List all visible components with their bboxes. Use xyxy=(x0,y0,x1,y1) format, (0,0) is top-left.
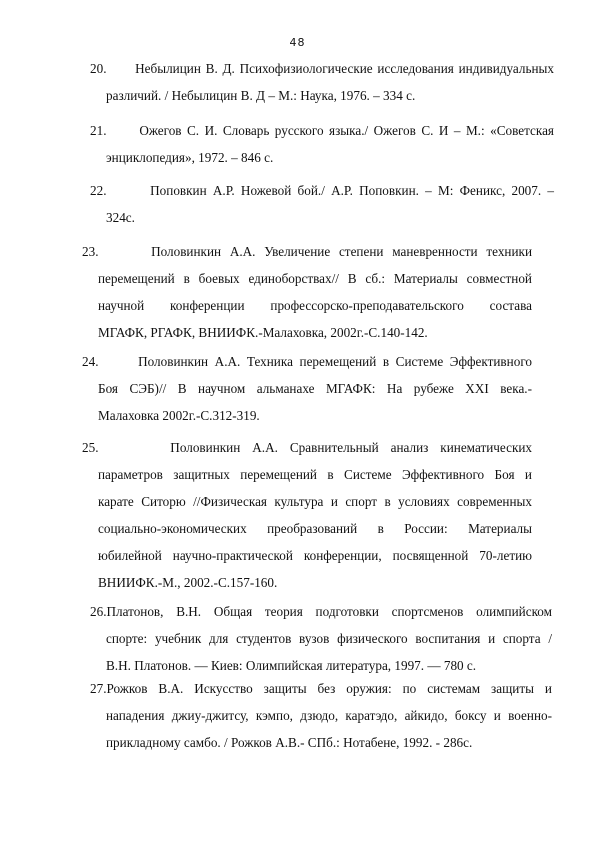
reference-line: ВНИИФК.-М., 2002.-С.157-160. xyxy=(98,575,278,590)
reference-line: 324с. xyxy=(106,210,135,225)
reference-line: МГАФК, РГАФК, ВНИИФК.-Малаховка, 2002г.-С.140-142. xyxy=(98,325,428,340)
reference-line: В.Н. Платонов. — Киев: Олимпийская литература, 1997. — 780 с. xyxy=(106,658,477,673)
reference-22 xyxy=(90,184,554,230)
reference-line: спорте: учебник для студентов вузов физического воспитания и спорта / xyxy=(106,631,552,646)
reference-27 xyxy=(90,682,552,756)
reference-line: 20. Небылицин В. Д. Психофизиологические исследования индивидуальных xyxy=(90,61,554,76)
reference-line: 21. Ожегов С. И. Словарь русского языка./ Ожегов С. И – М.: «Советская xyxy=(90,123,554,138)
reference-line: различий. / Небылицин В. Д – М.: Наука, 1976. – 334 с. xyxy=(106,88,416,103)
reference-line: 24. Половинкин А.А. Техника перемещений в Системе Эффективного xyxy=(82,354,532,369)
reference-25 xyxy=(82,441,532,595)
page-number: 48 xyxy=(289,36,306,49)
reference-line: 22. Поповкин А.Р. Ножевой бой./ А.Р. Поповкин. – М: Феникс, 2007. – xyxy=(90,183,554,198)
reference-line: нападения джиу-джитсу, кэмпо, дзюдо, каратэдо, айкидо, боксу и военно- xyxy=(106,708,552,723)
reference-line: параметров защитных перемещений в Системе Эффективного Боя и xyxy=(98,467,532,482)
reference-line: карате Ситорю //Физическая культура и спорт в условиях современных xyxy=(98,494,532,509)
reference-line: юбилейной научно-практической конференции, посвященной 70-летию xyxy=(98,548,532,563)
reference-line: прикладному самбо. / Рожков А.В.- СПб.: Нотабене, 1992. - 286с. xyxy=(106,735,473,750)
reference-23 xyxy=(82,245,532,345)
reference-24 xyxy=(82,355,532,429)
reference-line: энциклопедия», 1972. – 846 с. xyxy=(106,150,274,165)
reference-line: социально-экономических преобразований в России: Материалы xyxy=(98,521,532,536)
reference-line: 23. Половинкин А.А. Увеличение степени маневренности техники xyxy=(82,244,532,259)
reference-line: Малаховка 2002г.-С.312-319. xyxy=(98,408,260,423)
reference-line: 25. Половинкин А.А. Сравнительный анализ кинематических xyxy=(82,440,532,455)
reference-26 xyxy=(90,605,552,679)
reference-line: научной конференции профессорско-преподавательского состава xyxy=(98,298,532,313)
reference-21 xyxy=(90,124,554,170)
reference-line: 27.Рожков В.А. Искусство защиты без оружия: по системам защиты и xyxy=(90,681,552,696)
reference-line: 26.Платонов, В.Н. Общая теория подготовки спортсменов олимпийском xyxy=(90,604,552,619)
reference-line: Боя СЭБ)// В научном альманахе МГАФК: На рубеже XXI века.- xyxy=(98,381,532,396)
reference-line: перемещений в боевых единоборствах// В сб.: Материалы совместной xyxy=(98,271,532,286)
reference-20 xyxy=(90,62,554,108)
